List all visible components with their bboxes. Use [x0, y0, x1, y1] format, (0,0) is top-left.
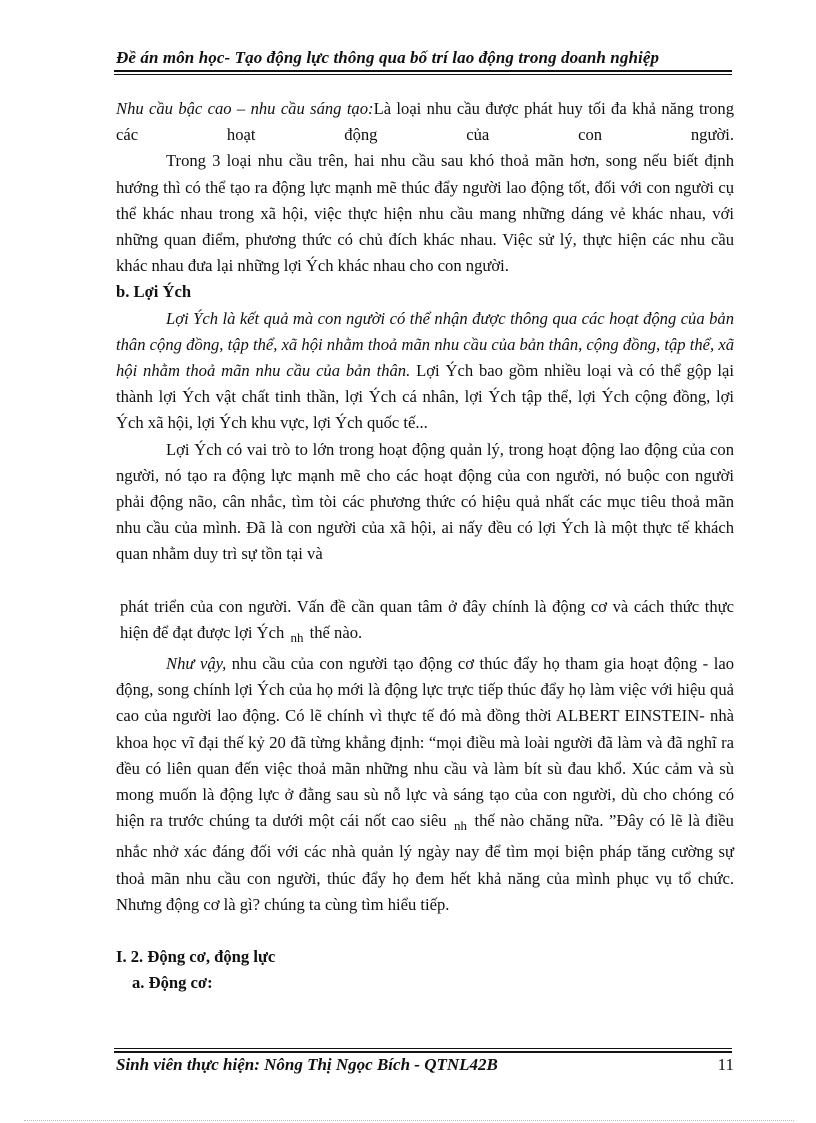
spacer: [116, 918, 734, 944]
header-rule-thin: [114, 74, 732, 75]
text: thế nào chăng nữa. ”Đây có lẽ là điều nhắc nhở xác đáng đối với các nhà quản lý ngày nay để tìm mọi biện pháp tăng cường sự thoả mãn nhu cầu con người, thúc đẩy họ đem hết khả năng của mình phục vụ tổ chức. Nhưng động cơ là gì? chúng ta cùng tìm hiểu tiếp.: [116, 811, 734, 914]
paragraph: [116, 651, 734, 918]
text: phát triển của con người. Vấn đề cần quan tâm ở đây chính là động cơ và cách thức thực hiện để đạt được lợi Ých: [120, 596, 734, 642]
author-line: Sinh viên thực hiện: Nông Thị Ngọc Bích - QTNL42B: [116, 1055, 498, 1074]
footer-rule: [114, 1051, 732, 1053]
paragraph: Lợi Ých có vai trò to lớn trong hoạt động quản lý, trong hoạt động lao động của con người, nó tạo ra động lực mạnh mẽ cho các hoạt động của con người, nó buộc con người phải động não, cân nhắc, tìm tòi các phương thức có hiệu quả nhất các mục tiêu thoả mãn nhu cầu của mình. Đã là con người của xã hội, ai nấy đều có lợi Ých là một thực tế khách quan nhằm duy trì sự tồn tại và: [116, 439, 734, 564]
page-edge-dots: [24, 1120, 794, 1121]
text: thế nào.: [309, 622, 363, 642]
text: Là loại nhu cầu được phát huy tối đa khả năng trong các hoạt động của con người.: [116, 99, 735, 145]
text-fragment: nh: [290, 629, 304, 645]
paragraph: [116, 306, 734, 437]
paragraph: [116, 594, 734, 651]
section-heading-b: b. Lợi Ých: [116, 282, 192, 302]
text: nhu cầu của con người tạo động cơ thúc đẩy họ tham gia hoạt động - lao động, song chính lợi Ých của họ mới là động lực trực tiếp thúc đẩy họ làm việc với hiệu quả cao của người lao động. Có lẽ chính vì thực tế đó mà đồng thời ALBERT EINSTEIN- nhà khoa học vĩ đại thế kỷ 20 đã từng khẳng định: “mọi điều mà loài người đã làm và đã nghĩ ra đều có liên quan đến việc thoả mãn những nhu cầu và làm bít sù đau khổ. Xúc cảm và sù mong muốn là động lực ở đằng sau sù nỗ lực và sáng tạo của con người, dù cho chóng có hiện ra trước chúng ta dưới một cái nốt cao siêu: [116, 654, 734, 831]
page-header-title: Đề án môn học- Tạo động lực thông qua bố trí lao động trong doanh nghiệp: [116, 48, 660, 67]
text-fragment: nh: [454, 818, 468, 834]
footer-rule-thin: [114, 1048, 732, 1049]
page-number: 11: [717, 1055, 734, 1074]
spacer: [116, 568, 734, 594]
subsection-heading-a: a. Động cơ:: [132, 973, 213, 993]
text: Lợi Ých bao gồm nhiều loại và có thể gộp lại thành lợi Ých vật chất tinh thần, lợi Ých cá nhân, lợi Ých tập thể, lợi Ých cộng đồng, lợi Ých xã hội, lợi Ých khu vực, lợi Ých quốc tế...: [116, 361, 734, 433]
paragraph: Trong 3 loại nhu cầu trên, hai nhu cầu sau khó thoả mãn hơn, song nếu biết định hướng thì có thể tạo ra động lực mạnh mẽ thúc đẩy người lao động tốt, đối với con người cụ thể khác nhau trong xã hội, việc thực hiện nhu cầu mang những dáng vẻ khác nhau, với những quan điểm, phương thức có chủ đích khác nhau. Việc sử lý, thực hiện các nhu cầu khác nhau đưa lại những lợi Ých khác nhau cho con người.: [116, 151, 734, 276]
section-heading-I2: I. 2. Động cơ, động lực: [116, 947, 276, 967]
paragraph: [116, 96, 734, 148]
header-rule: [114, 70, 732, 72]
italic-definition: Lợi Ých là kết quả mà con người có thể nhận được thông qua các hoạt động của bản thân cộng đồng, tập thể, xã hội nhằm thoả mãn nhu cầu của bản thân, cộng đồng, tập thể, xã hội nhằm thoả mãn nhu cầu của bản thân.: [116, 308, 734, 381]
document-body: [116, 96, 734, 997]
italic-lead: Nhu cầu bậc cao – nhu cầu sáng tạo:: [116, 99, 374, 118]
italic-lead: Như vậy,: [166, 654, 227, 674]
page-footer: [116, 1055, 734, 1075]
